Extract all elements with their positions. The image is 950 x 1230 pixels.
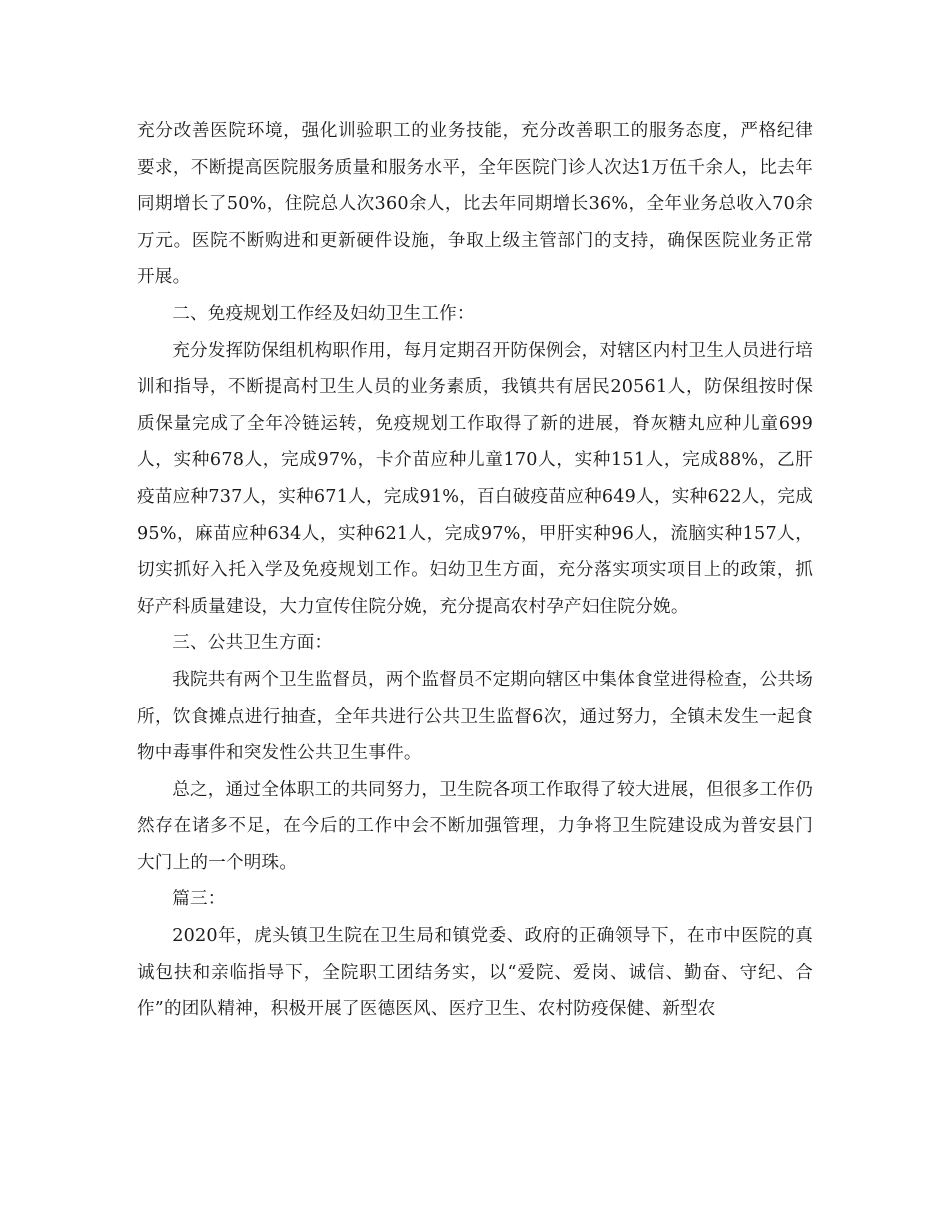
paragraph-summary: 总之，通过全体职工的共同努力，卫生院各项工作取得了较大进展，但很多工作仍然存在诸多不足，在今后的工作中会不断加强管理，力争将卫生院建设成为普安县门大门上的一个明珠。 <box>137 779 813 873</box>
paragraph-immunization: 充分发挥防保组机构职作用，每月定期召开防保例会，对辖区内村卫生人员进行培训和指导，不断提高村卫生人员的业务素质，我镇共有居民20561人，防保组按时保质保量完成了全年冷链运转，免疫规划工作取得了新的进展，脊灰糖丸应种儿童699人，实种678人，完成97%，卡介苗应种儿童170人，实种151人，完成88%，乙肝疫苗应种737人，实种671人，完成91%，百白破疫苗应种649人，实种622人，完成95%，麻苗应种634人，实种621人，完成97%，甲肝实种96人，流脑实种157人，切实抓好入托入学及免疫规划工作。妇幼卫生方面，充分落实项实项目上的政策，抓好产科质量建设，大力宣传住院分娩，充分提高农村孕产妇住院分娩。 <box>137 340 813 617</box>
section-heading-public-health: 三、公共卫生方面： <box>172 633 333 654</box>
section-heading-immunization: 二、免疫规划工作经及妇幼卫生工作： <box>172 303 475 324</box>
paragraph-public-health: 我院共有两个卫生监督员，两个监督员不定期向辖区中集体食堂进得检查，公共场所，饮食摊点进行抽查，全年共进行公共卫生监督6次，通过努力，全镇未发生一起食物中毒事件和突发性公共卫生事件。 <box>137 669 813 764</box>
section-heading-part-three: 篇三： <box>172 889 226 910</box>
paragraph-2020-report: 2020年，虎头镇卫生院在卫生局和镇党委、政府的正确领导下，在市中医院的真诚包扶和亲临指导下，全院职工团结务实，以“爱院、爱岗、诚信、勤奋、守纪、合作”的团队精神，积极开展了医德医风、医疗卫生、农村防疫保健、新型农 <box>137 926 813 1020</box>
paragraph-hospital-environment: 充分改善医院环境，强化训验职工的业务技能，充分改善职工的服务态度，严格纪律要求，不断提高医院服务质量和服务水平，全年医院门诊人次达1万伍千余人，比去年同期增长了50%，住院总人次360余人，比去年同期增长36%，全年业务总收入70余万元。医院不断购进和更新硬件设施，争取上级主管部门的支持，确保医院业务正常开展。 <box>137 121 813 288</box>
document-body <box>137 113 813 1028</box>
